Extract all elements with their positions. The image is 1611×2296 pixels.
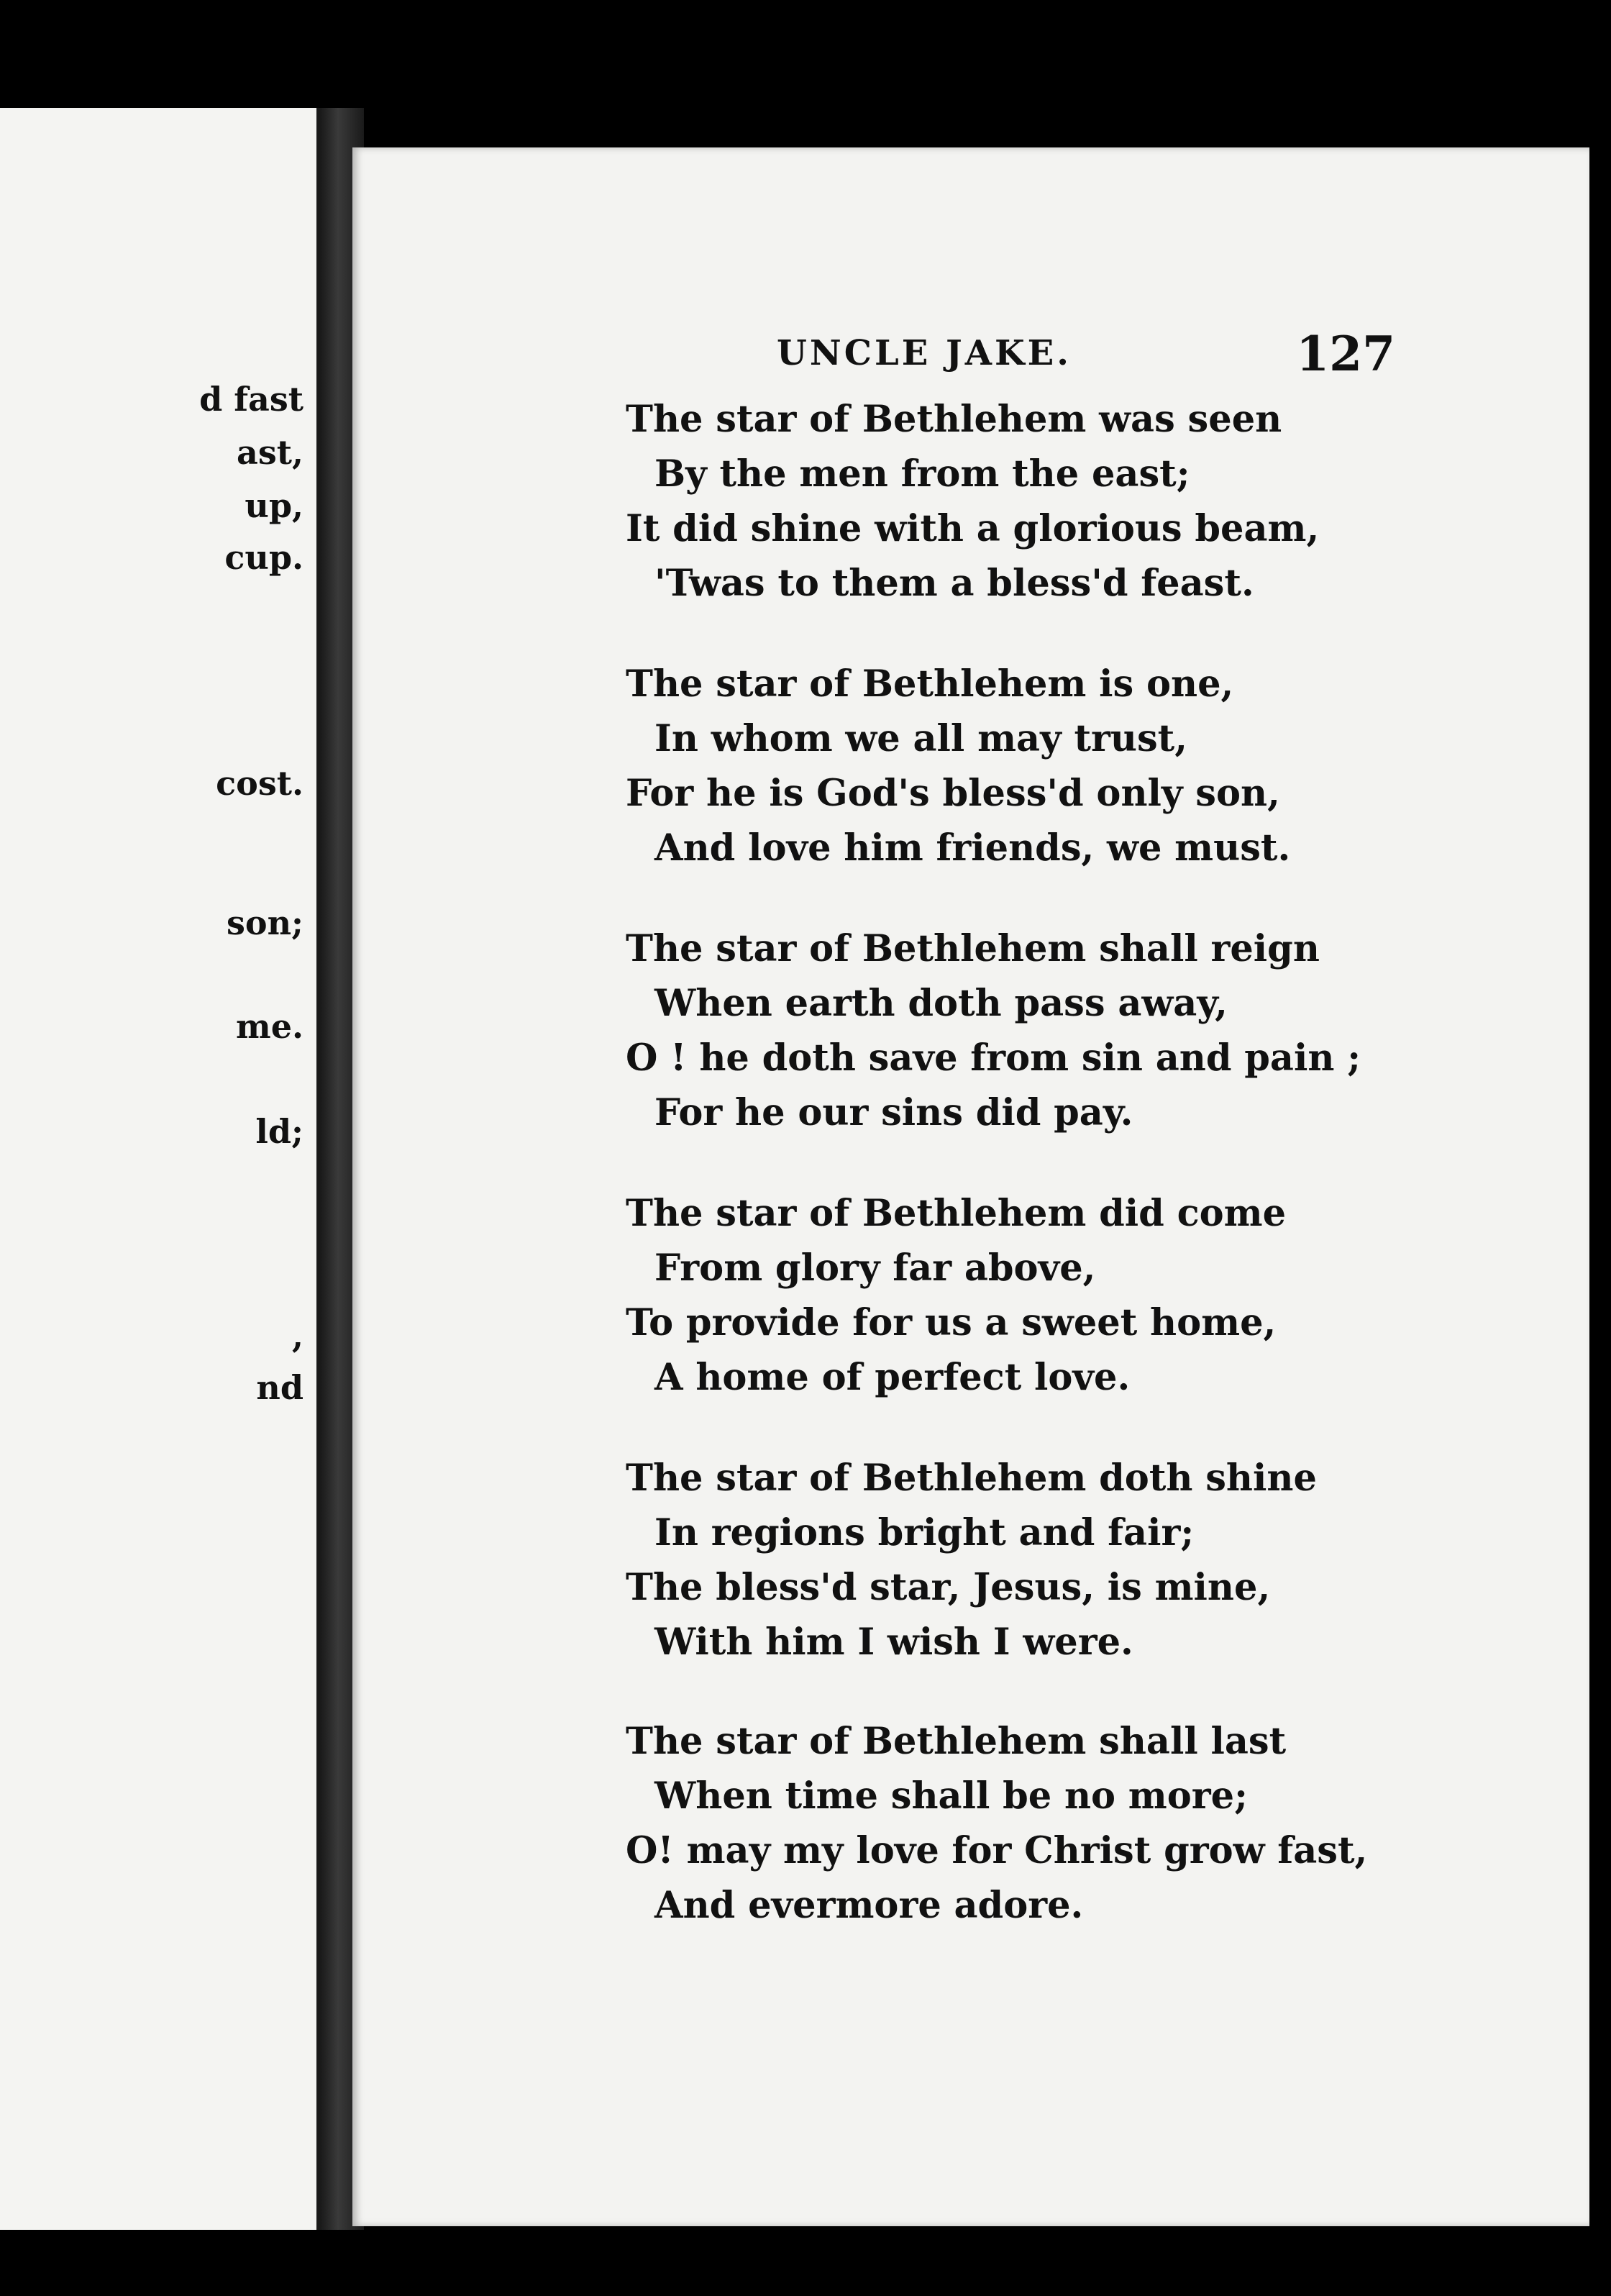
left-page-fragment: cost. — [216, 764, 304, 803]
verse-line: In regions bright and fair; — [654, 1511, 1195, 1554]
verse-line: The star of Bethlehem did come — [626, 1192, 1287, 1235]
verse-line: When earth doth pass away, — [654, 982, 1228, 1025]
running-head: UNCLE JAKE. — [777, 333, 1072, 373]
stanza — [626, 1186, 1561, 1405]
verse-line: In whom we all may trust, — [654, 717, 1187, 760]
verse-line: The star of Bethlehem doth shine — [626, 1457, 1317, 1500]
verse-line: The bless'd star, Jesus, is mine, — [626, 1566, 1271, 1609]
left-page-fragment: up, — [245, 486, 304, 525]
stanza — [626, 1714, 1561, 1933]
stanza — [626, 1451, 1561, 1669]
left-page-fragment: me. — [236, 1007, 304, 1046]
left-facing-page — [0, 108, 321, 2230]
verse-line: And evermore adore. — [654, 1884, 1084, 1927]
verse-line: 'Twas to them a bless'd feast. — [654, 562, 1254, 605]
verse-line: It did shine with a glorious beam, — [626, 507, 1320, 550]
verse-line: O ! he doth save from sin and pain ; — [626, 1037, 1361, 1080]
verse-line: When time shall be no more; — [654, 1775, 1248, 1818]
stanza — [626, 657, 1561, 875]
verse-line: O! may my love for Christ grow fast, — [626, 1829, 1368, 1872]
left-page-fragment: cup. — [224, 538, 304, 577]
verse-line: For he our sins did pay. — [654, 1091, 1133, 1134]
left-page-fragment: , — [291, 1316, 304, 1355]
left-page-fragment: d fast — [199, 380, 304, 419]
verse-line: And love him friends, we must. — [654, 826, 1291, 870]
verse-line: For he is God's bless'd only son, — [626, 772, 1280, 815]
verse-line: The star of Bethlehem is one, — [626, 662, 1234, 706]
verse-line: To provide for us a sweet home, — [626, 1301, 1277, 1344]
left-page-fragment: son; — [226, 903, 304, 942]
verse-line: From glory far above, — [654, 1247, 1096, 1290]
left-page-fragment: ld; — [255, 1112, 304, 1151]
stanza — [626, 392, 1561, 611]
left-page-fragment: ast, — [237, 433, 304, 472]
verse-line: The star of Bethlehem shall reign — [626, 927, 1320, 970]
left-page-fragment: nd — [256, 1368, 304, 1407]
page-number: 127 — [1296, 326, 1395, 382]
verse-line: With him I wish I were. — [654, 1621, 1133, 1664]
stanza — [626, 921, 1561, 1140]
verse-line: The star of Bethlehem shall last — [626, 1720, 1287, 1763]
book-page — [352, 147, 1589, 2226]
verse-line: A home of perfect love. — [654, 1356, 1131, 1399]
verse-line: By the men from the east; — [654, 452, 1190, 496]
verse-line: The star of Bethlehem was seen — [626, 398, 1282, 441]
